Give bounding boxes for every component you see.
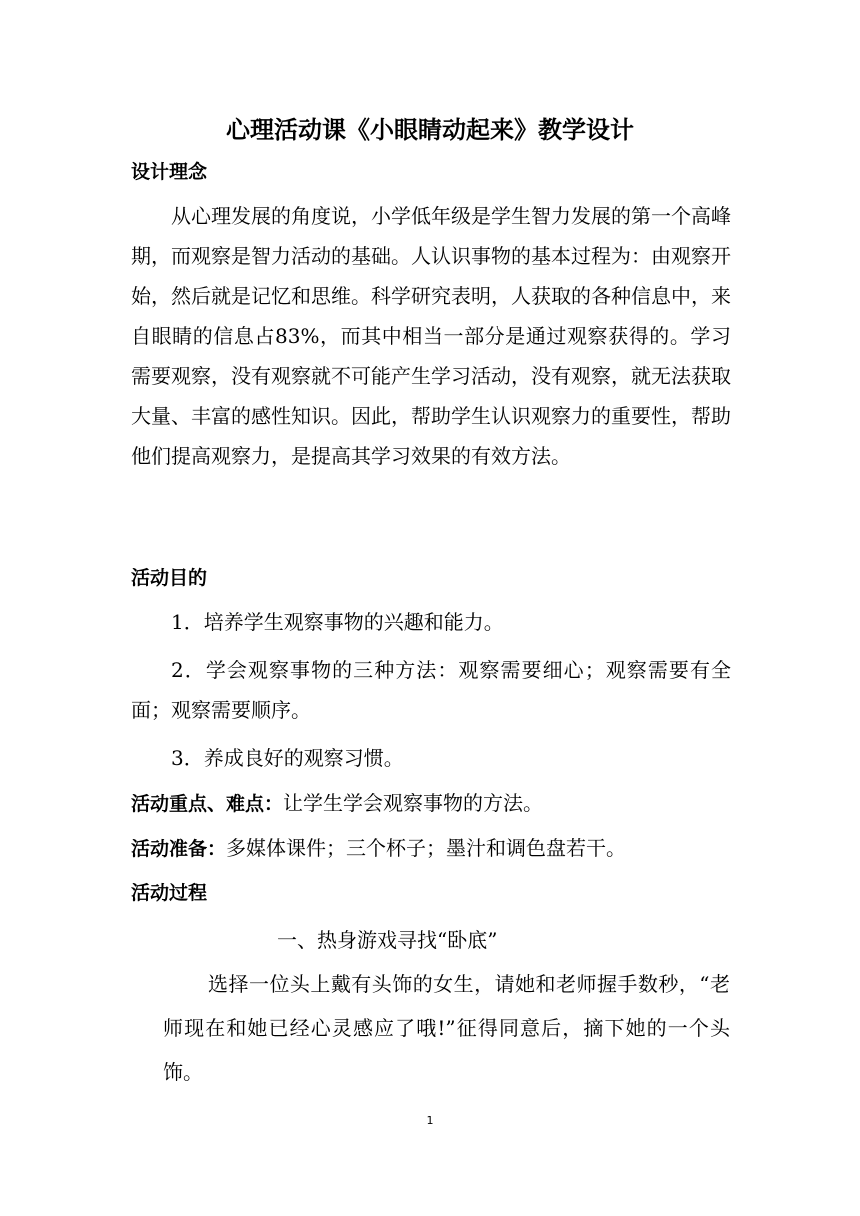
page-number: 1 [426, 1114, 434, 1127]
document-title: 心理活动课《小眼睛动起来》教学设计 [226, 116, 634, 144]
section-heading-goals: 活动目的 [131, 567, 208, 589]
goal-item-3: 3．养成良好的观察习惯。 [171, 746, 404, 770]
key-points-text: 让学生学会观察事物的方法。 [283, 791, 544, 815]
preparation-line [131, 828, 731, 869]
preparation-label: 活动准备： [131, 838, 227, 860]
goal-item-1: 1．培养学生观察事物的兴趣和能力。 [171, 610, 504, 634]
section-heading-process: 活动过程 [131, 882, 208, 904]
concept-paragraph: 从心理发展的角度说，小学低年级是学生智力发展的第一个高峰期，而观察是智力活动的基础。人认识事物的基本过程为：由观察开始，然后就是记忆和思维。科学研究表明，人获取的各种信息中，来自眼睛的信息占83%，而其中相当一部分是通过观察获得的。学习需要观察，没有观察就不可能产生学习活动，没有观察，就无法获取大量、丰富的感性知识。因此，帮助学生认识观察力的重要性，帮助他们提高观察力，是提高其学习效果的有效方法。 [131, 204, 731, 468]
goal-item-2: 2．学会观察事物的三种方法：观察需要细心；观察需要有全面；观察需要顺序。 [131, 658, 731, 722]
process-subheading: 一、热身游戏寻找“卧底” [277, 928, 498, 952]
process-paragraph: 选择一位头上戴有头饰的女生，请她和老师握手数秒，“老师现在和她已经心灵感应了哦!”征得同意后，摘下她的一个头饰。 [163, 972, 730, 1084]
key-points-label: 活动重点、难点： [131, 793, 284, 815]
section-heading-concept: 设计理念 [131, 161, 208, 183]
preparation-text: 多媒体课件；三个杯子；墨汁和调色盘若干。 [226, 836, 627, 860]
key-points-line [131, 783, 731, 824]
